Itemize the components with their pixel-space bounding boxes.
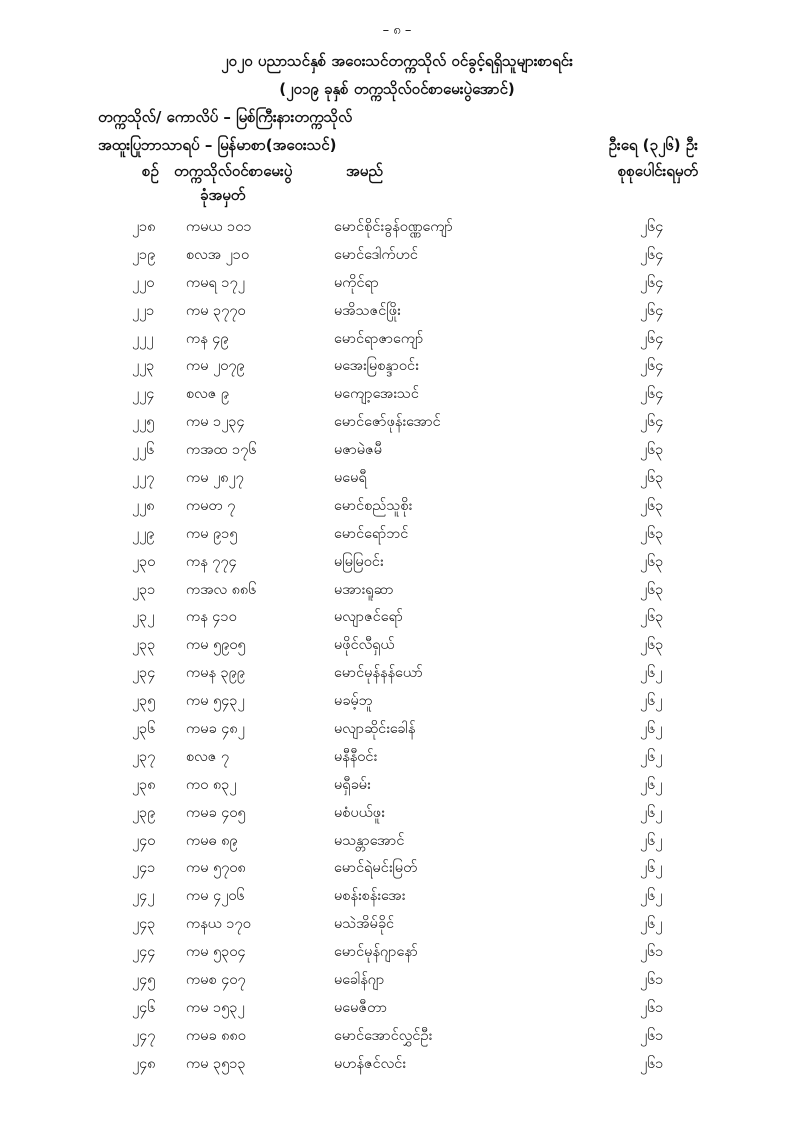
cell-serial-no: ၂၃၅ bbox=[132, 693, 156, 710]
table-row bbox=[0, 302, 794, 330]
cell-roll-number: ကမစ ၄၀၇ bbox=[186, 972, 246, 989]
table-row bbox=[0, 385, 794, 413]
cell-name: မောင်ရဲမင်းမြတ် bbox=[334, 860, 418, 877]
cell-name: မောင်ဒေါက်ဟင် bbox=[334, 246, 418, 263]
cell-serial-no: ၂၄၄ bbox=[132, 944, 156, 961]
table-row bbox=[0, 692, 794, 720]
cell-total-marks: ၂၆၂ bbox=[640, 888, 663, 905]
cell-roll-number: ကမ ၃၇၇၀ bbox=[186, 302, 246, 319]
table-row bbox=[0, 608, 794, 636]
cell-serial-no: ၂၄၃ bbox=[132, 916, 156, 933]
major-subject-line: အထူးပြုဘာသာရပ် – မြန်မာစာ(အဝေးသင်) bbox=[98, 136, 337, 154]
cell-total-marks: ၂၆၄ bbox=[640, 302, 664, 319]
cell-roll-number: ကမတ ၇ bbox=[186, 497, 236, 514]
table-row bbox=[0, 525, 794, 553]
cell-serial-no: ၂၄၂ bbox=[132, 888, 155, 905]
table-row bbox=[0, 971, 794, 999]
cell-total-marks: ၂၆၂ bbox=[640, 748, 663, 765]
cell-name: မောင်ရာဇာကျော် bbox=[334, 330, 424, 347]
cell-name: မရှီခမ်း bbox=[334, 776, 371, 793]
cell-roll-number: စလဇ ၉ bbox=[186, 386, 230, 403]
cell-roll-number: ကမ ၂၀၇၉ bbox=[186, 358, 245, 375]
table-row bbox=[0, 943, 794, 971]
table-row bbox=[0, 776, 794, 804]
header-name: အမည် bbox=[346, 162, 383, 180]
table-row bbox=[0, 497, 794, 525]
table-row bbox=[0, 832, 794, 860]
table-row bbox=[0, 999, 794, 1027]
document-subtitle: (၂၀၁၉ ခုနှစ် တက္ကသိုလ်ဝင်စာမေးပွဲအောင်) bbox=[279, 80, 515, 98]
cell-serial-no: ၂၃၁ bbox=[132, 581, 156, 598]
table-row bbox=[0, 887, 794, 915]
cell-name: မောင်စည်သူစိုး bbox=[334, 497, 413, 514]
cell-total-marks: ၂၆၁ bbox=[640, 972, 664, 989]
cell-roll-number: ကဝ ၈၃၂ bbox=[186, 776, 237, 793]
cell-name: မမေရီ bbox=[334, 470, 367, 487]
cell-roll-number: ကမဓ ၈၉ bbox=[186, 832, 238, 849]
cell-roll-number: ကမရ ၁၇၂ bbox=[186, 274, 245, 291]
cell-serial-no: ၂၂၃ bbox=[132, 358, 155, 375]
cell-name: မစံပယ်ဖူး bbox=[334, 804, 385, 821]
cell-roll-number: ကမ ၃၅၁၃ bbox=[186, 1055, 246, 1072]
cell-roll-number: ကမ ၅၇၀၈ bbox=[186, 860, 246, 877]
table-row bbox=[0, 915, 794, 943]
cell-roll-number: ကမ ၄၂၀၆ bbox=[186, 888, 245, 905]
cell-name: မသဲအိမ်ခိုင် bbox=[334, 916, 395, 933]
table-row bbox=[0, 748, 794, 776]
cell-total-marks: ၂၆၂ bbox=[640, 860, 663, 877]
cell-serial-no: ၂၃၇ bbox=[132, 748, 156, 765]
cell-total-marks: ၂၆၂ bbox=[640, 804, 663, 821]
table-row bbox=[0, 1055, 794, 1083]
cell-total-marks: ၂၆၃ bbox=[640, 442, 664, 459]
table-row bbox=[0, 357, 794, 385]
student-count: ဦးရေ (၃၂၆) ဦး bbox=[608, 136, 698, 154]
cell-total-marks: ၂၆၃ bbox=[640, 525, 664, 542]
cell-name: မောင်မုန်ဂျာနော် bbox=[334, 944, 418, 961]
cell-name: မအိသဇင်ဖြိုး bbox=[334, 302, 401, 319]
cell-name: မောင်ဇော်ဖုန်းအောင် bbox=[334, 414, 441, 431]
cell-serial-no: ၂၂၁ bbox=[132, 302, 155, 319]
cell-name: မကိုင်ရာ bbox=[334, 274, 379, 291]
cell-total-marks: ၂၆၂ bbox=[640, 693, 663, 710]
cell-total-marks: ၂၆၂ bbox=[640, 665, 663, 682]
cell-roll-number: ကမန ၃၉၉ bbox=[186, 665, 246, 682]
cell-total-marks: ၂၆၄ bbox=[640, 386, 664, 403]
cell-roll-number: ကန ၇၇၄ bbox=[186, 553, 237, 570]
cell-roll-number: ကမခ ၈၈၀ bbox=[186, 1027, 246, 1044]
cell-total-marks: ၂၆၃ bbox=[640, 497, 664, 514]
cell-name: မစန်းစန်းအေး bbox=[334, 888, 406, 905]
cell-roll-number: ကန ၄၁၀ bbox=[186, 609, 237, 626]
cell-serial-no: ၂၂၂ bbox=[132, 330, 154, 347]
cell-serial-no: ၂၄၀ bbox=[132, 832, 156, 849]
cell-serial-no: ၂၃၂ bbox=[132, 609, 155, 626]
cell-serial-no: ၂၄၇ bbox=[132, 1027, 156, 1044]
cell-serial-no: ၂၂၅ bbox=[132, 414, 155, 431]
cell-serial-no: ၂၄၁ bbox=[132, 860, 156, 877]
cell-roll-number: ကမ ၅၉၀၅ bbox=[186, 637, 246, 654]
cell-total-marks: ၂၆၃ bbox=[640, 609, 664, 626]
cell-name: မောင်ရော်ဘင် bbox=[334, 525, 409, 542]
table-row bbox=[0, 553, 794, 581]
cell-name: မဖိုင်လီရှယ် bbox=[334, 637, 395, 654]
header-serial-no: စဉ် bbox=[142, 162, 159, 180]
cell-name: မလျာဇင်ရော် bbox=[334, 609, 403, 626]
document-title: ၂၀၂၀ ပညာသင်နှစ် အဝေးသင်တက္ကသိုလ် ဝင်ခွင့်ရရှိသူများစာရင်း bbox=[221, 52, 573, 70]
cell-serial-no: ၂၂၄ bbox=[132, 386, 155, 403]
cell-name: မသန္တာအောင် bbox=[334, 832, 405, 849]
cell-roll-number: ကမခ ၄၀၅ bbox=[186, 804, 246, 821]
cell-serial-no: ၂၃၄ bbox=[132, 665, 156, 682]
cell-name: မမြမြဝင်း bbox=[334, 553, 384, 570]
cell-name: မလျာဆိုင်းခေါန် bbox=[334, 721, 416, 738]
cell-total-marks: ၂၆၂ bbox=[640, 721, 663, 738]
cell-total-marks: ၂၆၁ bbox=[640, 1027, 664, 1044]
cell-serial-no: ၂၃၈ bbox=[132, 776, 156, 793]
table-row bbox=[0, 664, 794, 692]
cell-serial-no: ၂၁၉ bbox=[132, 246, 156, 263]
cell-name: မကျော့အေးသင် bbox=[334, 386, 419, 403]
cell-roll-number: ကမ ၁၅၃၂ bbox=[186, 999, 245, 1016]
cell-name: မောင်စိုင်းခွန်ဝဏ္ဏကျော် bbox=[334, 219, 453, 235]
cell-serial-no: ၂၂၇ bbox=[132, 470, 155, 487]
cell-total-marks: ၂၆၂ bbox=[640, 916, 663, 933]
cell-total-marks: ၂၆၂ bbox=[640, 832, 663, 849]
cell-serial-no: ၂၄၆ bbox=[132, 999, 156, 1016]
cell-name: မမေဇီတာ bbox=[334, 999, 388, 1016]
table-row bbox=[0, 859, 794, 887]
cell-name: မဟန်ဇင်လင်း bbox=[334, 1055, 406, 1072]
cell-total-marks: ၂၆၃ bbox=[640, 581, 664, 598]
table-row bbox=[0, 720, 794, 748]
header-roll-number-line2: ခုံအမှတ် bbox=[200, 186, 246, 204]
cell-serial-no: ၂၁၈ bbox=[132, 219, 156, 235]
table-row bbox=[0, 441, 794, 469]
cell-roll-number: ကမ ၁၂၃၄ bbox=[186, 414, 245, 431]
cell-serial-no: ၂၃၃ bbox=[132, 637, 156, 654]
cell-serial-no: ၂၂၉ bbox=[132, 525, 155, 542]
cell-total-marks: ၂၆၃ bbox=[640, 553, 664, 570]
cell-total-marks: ၂၆၁ bbox=[640, 944, 664, 961]
header-total-marks: စုစုပေါင်းရမှတ် bbox=[617, 162, 698, 180]
table-row bbox=[0, 413, 794, 441]
cell-roll-number: ကမ ၉၁၅ bbox=[186, 525, 238, 542]
table-row bbox=[0, 246, 794, 274]
cell-serial-no: ၂၄၅ bbox=[132, 972, 156, 989]
table-row bbox=[0, 804, 794, 832]
table-row bbox=[0, 218, 794, 246]
cell-serial-no: ၂၃၀ bbox=[132, 553, 156, 570]
cell-name: မောင်အောင်လွှင်ဦး bbox=[334, 1027, 433, 1044]
cell-roll-number: စလအ ၂၁၀ bbox=[186, 246, 250, 263]
table-row bbox=[0, 330, 794, 358]
cell-name: မခေါန်ဂျာ bbox=[334, 972, 385, 989]
cell-roll-number: ကမ ၅၄၃၂ bbox=[186, 693, 245, 710]
cell-total-marks: ၂၆၄ bbox=[640, 358, 664, 375]
cell-roll-number: ကမ ၅၃၀၄ bbox=[186, 944, 246, 961]
cell-total-marks: ၂၆၃ bbox=[640, 637, 664, 654]
cell-name: မအေးမြစန္ဒာဝင်း bbox=[334, 358, 419, 375]
table-row bbox=[0, 469, 794, 497]
cell-serial-no: ၂၂၈ bbox=[132, 497, 155, 514]
cell-roll-number: စလဇ ၇ bbox=[186, 748, 230, 765]
cell-total-marks: ၂၆၂ bbox=[640, 776, 663, 793]
cell-total-marks: ၂၆၄ bbox=[640, 414, 664, 431]
cell-roll-number: ကနယ ၁၇၀ bbox=[186, 916, 251, 933]
cell-serial-no: ၂၂၀ bbox=[132, 274, 155, 291]
cell-roll-number: ကမခ ၄၈၂ bbox=[186, 721, 245, 738]
cell-name: မောင်မုန်နန်ယော် bbox=[334, 665, 423, 682]
cell-total-marks: ၂၆၁ bbox=[640, 999, 664, 1016]
table-row bbox=[0, 581, 794, 609]
cell-name: မအားရူဆာ bbox=[334, 581, 394, 598]
table-row bbox=[0, 274, 794, 302]
cell-serial-no: ၂၃၉ bbox=[132, 804, 156, 821]
cell-name: မနီနီဝင်း bbox=[334, 748, 378, 765]
header-roll-number: တက္ကသိုလ်ဝင်စာမေးပွဲ bbox=[174, 162, 293, 180]
cell-roll-number: ကအလ ၈၈၆ bbox=[186, 581, 257, 598]
cell-total-marks: ၂၆၄ bbox=[640, 219, 664, 235]
cell-serial-no: ၂၃၆ bbox=[132, 721, 156, 738]
page-number: – ၈ – bbox=[382, 23, 412, 38]
university-line: တက္ကသိုလ်/ ကောလိပ် – မြစ်ကြီးနားတက္ကသိုလ် bbox=[98, 108, 353, 126]
cell-total-marks: ၂၆၁ bbox=[640, 1055, 664, 1072]
cell-serial-no: ၂၄၈ bbox=[132, 1055, 156, 1072]
cell-total-marks: ၂၆၄ bbox=[640, 246, 664, 263]
cell-roll-number: ကမယ ၁၀၁ bbox=[186, 219, 252, 235]
table-row bbox=[0, 1027, 794, 1055]
cell-roll-number: ကမ ၂၈၂၇ bbox=[186, 470, 244, 487]
cell-total-marks: ၂၆၃ bbox=[640, 470, 664, 487]
table-row bbox=[0, 636, 794, 664]
cell-name: မဇာမဲဇမီ bbox=[334, 442, 383, 459]
cell-roll-number: ကအထ ၁၇၆ bbox=[186, 442, 257, 459]
cell-total-marks: ၂၆၄ bbox=[640, 274, 664, 291]
cell-total-marks: ၂၆၄ bbox=[640, 330, 664, 347]
cell-roll-number: ကန ၄၉ bbox=[186, 330, 229, 347]
student-table bbox=[0, 218, 794, 1083]
cell-serial-no: ၂၂၆ bbox=[132, 442, 155, 459]
cell-name: မခမ့်ဘူ bbox=[334, 693, 373, 710]
